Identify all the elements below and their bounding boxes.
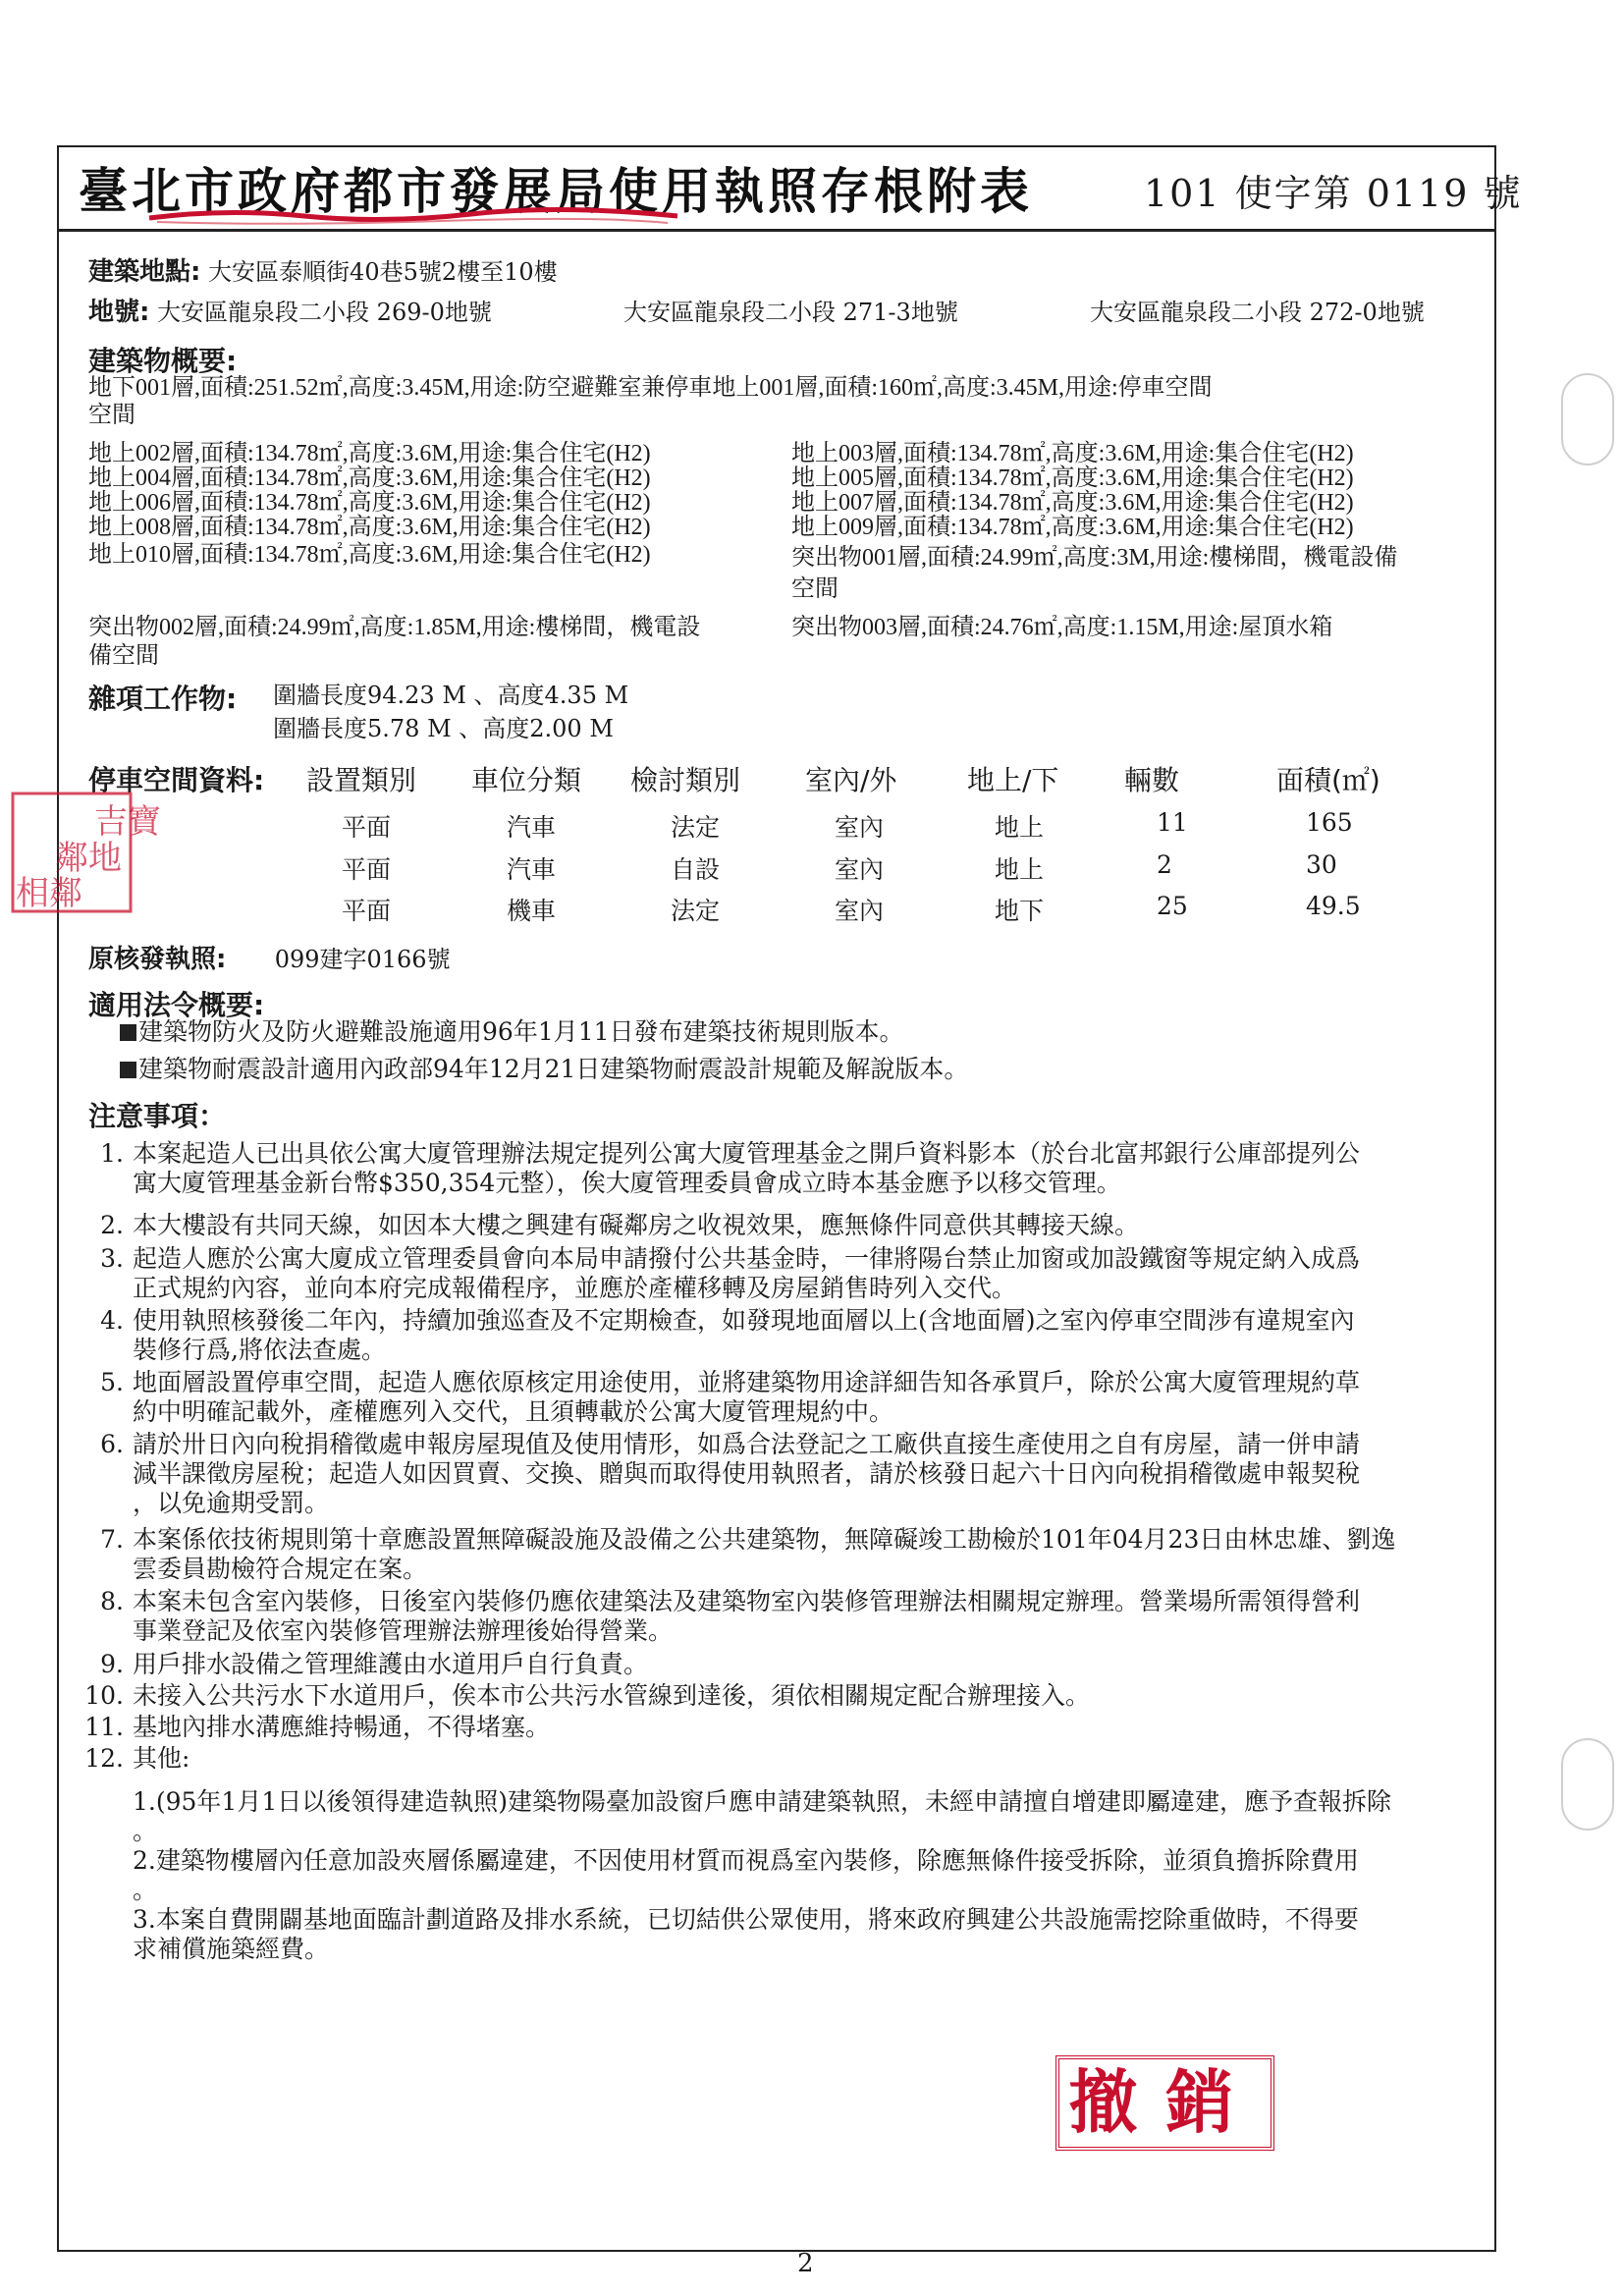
floor-left-row: 地上008層,面積:134.78㎡,高度:3.6M,用途:集合住宅(H2) [88, 515, 651, 540]
laws-label: 適用法令概要: [88, 989, 265, 1021]
parking-cell: 機車 [507, 897, 557, 925]
note-text: 起造人應於公寓大廈成立管理委員會向本局申請撥付公共基金時，一律將陽台禁止加窗或加設鐵窗等規定納入成爲 [133, 1244, 1361, 1273]
note-text: 本案係依技術規則第十章應設置無障礙設施及設備之公共建築物，無障礙竣工勘檢於101年04月23日由林忠雄、劉逸 [133, 1525, 1396, 1554]
note-text: 使用執照核發後二年內，持續加強巡查及不定期檢查，如發現地面層以上(含地面層)之室內停車空間涉有違規室內 [133, 1306, 1355, 1335]
note-text: ，以免逾期受罰。 [133, 1489, 330, 1517]
lot-row [88, 298, 492, 327]
parking-cell: 平面 [342, 855, 392, 884]
parking-cell: 11 [1157, 808, 1188, 837]
note-text: 事業登記及依室內裝修管理辦法辦理後始得營業。 [133, 1616, 674, 1645]
note-number: 8. [100, 1587, 124, 1615]
protrusion-2: 突出物002層,面積:24.99㎡,高度:1.85M,用途:樓梯間，機電設 [88, 615, 701, 640]
other-note-text: 3.本案自費開闢基地面臨計劃道路及排水系統，已切結供公眾使用，將來政府興建公共設施需挖除重做時，不得要 [133, 1905, 1359, 1934]
floor-left-row: 地上006層,面積:134.78㎡,高度:3.6M,用途:集合住宅(H2) [88, 490, 651, 516]
seal-text: 吉寶 [94, 802, 161, 842]
note-text: 寓大廈管理基金新台幣$350,354元整），俟大廈管理委員會成立時本基金應予以移交管理。 [133, 1169, 1121, 1197]
misc-works-item: 圍牆長度5.78 M 、高度2.00 M [273, 715, 614, 742]
parking-cell: 法定 [671, 813, 721, 842]
page-number: 2 [797, 2249, 814, 2278]
note-text: 本大樓設有共同天線，如因本大樓之興建有礙鄰房之收視效果，應無條件同意供其轉接天線。 [133, 1211, 1140, 1239]
other-note-text: 2.建築物樓層內任意加設夾層係屬違建，不因使用材質而視爲室內裝修，除應無條件接受拆除，並須負擔拆除費用 [133, 1846, 1359, 1875]
address-label: 建築地點: [88, 257, 201, 287]
notes-label: 注意事項： [88, 1100, 227, 1132]
floor-right-row: 地上003層,面積:134.78㎡,高度:3.6M,用途:集合住宅(H2) [791, 441, 1354, 466]
other-note-text: 1.(95年1月1日以後領得建造執照)建築物陽臺加設窗戶應申請建築執照，未經申請擅自增建即屬違建，應予查報拆除 [133, 1787, 1391, 1816]
red-seal-stamp [8, 789, 161, 916]
overview-first-line: 地下001層,面積:251.52㎡,高度:3.45M,用途:防空避難室兼停車地上001層,面積:160㎡,高度:3.45M,用途:停車空間 [88, 375, 1213, 401]
floor-right-row: 地上005層,面積:134.78㎡,高度:3.6M,用途:集合住宅(H2) [791, 465, 1354, 491]
note-number: 6. [100, 1430, 124, 1458]
parking-header: 設置類別 [306, 764, 417, 796]
parking-cell: 2 [1157, 850, 1172, 879]
note-text: 裝修行爲,將依法查處。 [133, 1336, 386, 1364]
parking-header: 地上/下 [967, 764, 1059, 796]
revoked-stamp: 撤銷 [1055, 2055, 1274, 2151]
parking-cell: 25 [1157, 892, 1188, 920]
note-text: 基地內排水溝應維持暢通，不得堵塞。 [133, 1713, 551, 1741]
law-item [120, 1017, 904, 1047]
note-text: 請於卅日內向稅捐稽徵處申報房屋現值及使用情形，如爲合法登記之工廠供直接生產使用之自有房屋，請一併申請 [133, 1430, 1361, 1458]
parking-header: 車位分類 [471, 764, 582, 796]
note-number: 4. [100, 1306, 124, 1335]
parking-cell: 30 [1306, 850, 1337, 879]
parking-cell: 平面 [342, 813, 392, 842]
parking-cell: 汽車 [507, 855, 557, 884]
other-note-text: 。 [133, 1876, 158, 1904]
overview-label: 建築物概要: [88, 345, 238, 377]
law-item [120, 1055, 968, 1084]
law-text: 建築物防火及防火避難設施適用96年1月11日發布建築技術規則版本。 [138, 1017, 904, 1046]
overview-first-line-cont: 空間 [88, 403, 135, 428]
other-note-text: 。 [133, 1817, 158, 1845]
protrusion-2-cont: 備空間 [88, 643, 159, 669]
note-text: 雲委員勘檢符合規定在案。 [133, 1555, 428, 1583]
original-permit-row [88, 945, 451, 974]
law-text: 建築物耐震設計適用內政部94年12月21日建築物耐震設計規範及解說版本。 [138, 1055, 969, 1083]
lot-value-3: 大安區龍泉段二小段 272-0地號 [1090, 299, 1425, 326]
parking-cell: 室內 [835, 813, 885, 842]
floor-right-row: 突出物001層,面積:24.99㎡,高度:3M,用途:樓梯間，機電設備 [791, 545, 1398, 571]
parking-cell: 室內 [835, 855, 885, 884]
floor-left-row: 地上002層,面積:134.78㎡,高度:3.6M,用途:集合住宅(H2) [88, 441, 651, 466]
red-underline-mark [147, 204, 682, 228]
parking-label: 停車空間資料: [88, 764, 265, 796]
binder-hole-bottom [1561, 1738, 1614, 1831]
parking-header: 輛數 [1124, 764, 1180, 796]
permit-number: 101 使字第 0119 號 [1144, 172, 1523, 215]
note-text: 正式規約內容，並向本府完成報備程序，並應於產權移轉及房屋銷售時列入交代。 [133, 1274, 1017, 1302]
parking-header: 面積(㎡) [1276, 764, 1380, 796]
note-text: 約中明確記載外，產權應列入交代，且須轉載於公寓大廈管理規約中。 [133, 1397, 894, 1426]
parking-cell: 室內 [835, 897, 885, 925]
original-permit-value: 099建字0166號 [274, 946, 451, 973]
note-text: 其他: [133, 1744, 190, 1773]
floor-left-row: 地上010層,面積:134.78㎡,高度:3.6M,用途:集合住宅(H2) [88, 542, 651, 568]
parking-cell: 地下 [995, 897, 1045, 925]
misc-works-item: 圍牆長度94.23 M 、高度4.35 M [273, 682, 629, 709]
original-permit-label: 原核發執照: [88, 945, 227, 974]
lot-label: 地號: [88, 298, 150, 327]
note-number: 9. [100, 1650, 124, 1678]
parking-header: 檢討類別 [630, 764, 741, 796]
floor-right-row: 空間 [791, 576, 839, 602]
parking-cell: 法定 [671, 897, 721, 925]
parking-cell: 汽車 [507, 813, 557, 842]
seal-text: 鄰地 [55, 839, 122, 878]
lot-value-2: 大安區龍泉段二小段 271-3地號 [623, 299, 958, 326]
parking-cell: 地上 [995, 855, 1045, 884]
note-number: 5. [100, 1368, 124, 1396]
note-text: 本案起造人已出具依公寓大廈管理辦法規定提列公寓大廈管理基金之開戶資料影本（於台北富邦銀行公庫部提列公 [133, 1139, 1361, 1168]
parking-cell: 自設 [671, 855, 721, 884]
misc-works-label: 雜項工作物: [88, 683, 238, 715]
note-number: 11. [84, 1713, 124, 1741]
note-text: 未接入公共污水下水道用戶，俟本市公共污水管線到達後，須依相關規定配合辦理接入。 [133, 1681, 1091, 1710]
bullet-icon [120, 1024, 136, 1041]
seal-text: 相鄰 [16, 874, 82, 913]
note-number: 12. [84, 1744, 124, 1773]
floor-left-row: 地上004層,面積:134.78㎡,高度:3.6M,用途:集合住宅(H2) [88, 465, 651, 491]
note-text: 用戶排水設備之管理維護由水道用戶自行負責。 [133, 1650, 649, 1678]
binder-hole-top [1561, 373, 1614, 465]
address-row [88, 257, 558, 287]
parking-header: 室內/外 [805, 764, 897, 796]
note-number: 7. [100, 1525, 124, 1554]
note-number: 1. [100, 1139, 124, 1168]
floor-right-row: 地上009層,面積:134.78㎡,高度:3.6M,用途:集合住宅(H2) [791, 515, 1354, 540]
note-text: 減半課徵房屋稅；起造人如因買賣、交換、贈與而取得使用執照者，請於核發日起六十日內向稅捐稽徵處申報契稅 [133, 1459, 1361, 1488]
other-note-text: 求補償施築經費。 [133, 1935, 330, 1963]
note-text: 地面層設置停車空間，起造人應依原核定用途使用，並將建築物用途詳細告知各承買戶，除於公寓大廈管理規約草 [133, 1368, 1361, 1396]
note-number: 2. [100, 1211, 124, 1239]
bullet-icon [120, 1062, 136, 1078]
note-number: 10. [84, 1681, 124, 1710]
parking-cell: 地上 [995, 813, 1045, 842]
address-value: 大安區泰順街40巷5號2樓至10樓 [208, 258, 558, 286]
note-number: 3. [100, 1244, 124, 1273]
parking-cell: 49.5 [1306, 892, 1361, 920]
lot-value-1: 大安區龍泉段二小段 269-0地號 [157, 299, 492, 326]
floor-right-row: 地上007層,面積:134.78㎡,高度:3.6M,用途:集合住宅(H2) [791, 490, 1354, 516]
parking-cell: 165 [1306, 808, 1353, 837]
parking-cell: 平面 [342, 897, 392, 925]
note-text: 本案未包含室內裝修，日後室內裝修仍應依建築法及建築物室內裝修管理辦法相關規定辦理。營業場所需領得營利 [133, 1587, 1361, 1615]
protrusion-3: 突出物003層,面積:24.76㎡,高度:1.15M,用途:屋頂水箱 [791, 615, 1333, 640]
document-title: 臺北市政府都市發展局使用執照存根附表 [79, 162, 1033, 220]
